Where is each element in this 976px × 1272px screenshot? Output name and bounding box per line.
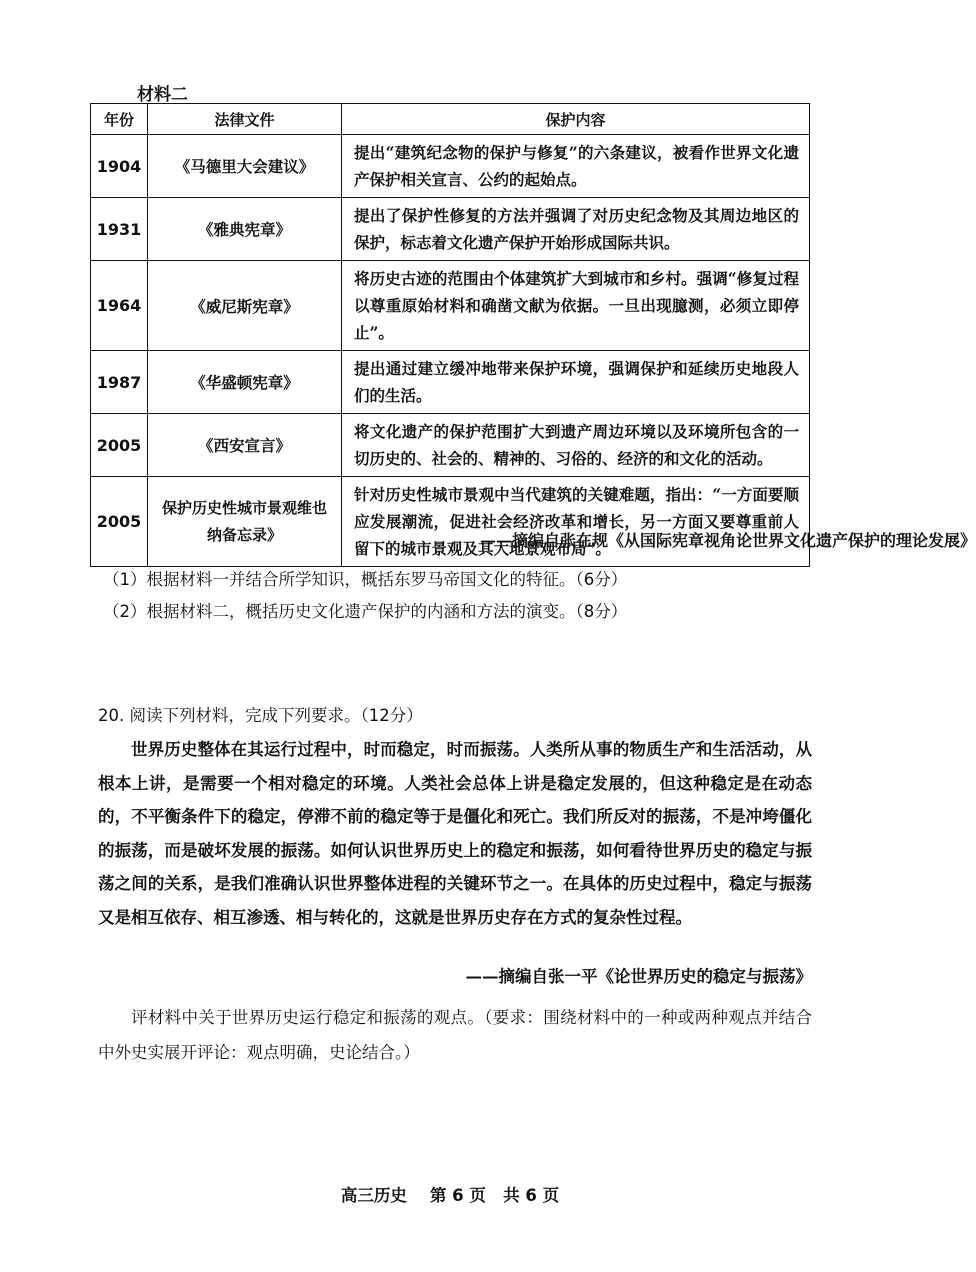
row-year: 1987 [91, 351, 148, 414]
question-20-task: 评材料中关于世界历史运行稳定和振荡的观点。（要求：围绕材料中的一种或两种观点并结合中外史实展开评论：观点明确，史论结合。） [98, 1008, 812, 1062]
row-year: 1964 [91, 261, 148, 351]
question-20-passage: 世界历史整体在其运行过程中，时而稳定，时而振荡。人类所从事的物质生产和生活活动，从根本上讲，是需要一个相对稳定的环境。人类社会总体上讲是稳定发展的，但这种稳定是在动态的，不平衡条件下的稳定，停滞不前的稳定等于是僵化和死亡。我们所反对的振荡，不是冲垮僵化的振荡，而是破坏发展的振荡。如何认识世界历史上的稳定和振荡，如何看待世界历史的稳定与振荡之间的关系，是我们准确认识世界整体进程的关键环节之一。在具体的历史过程中，稳定与振荡又是相互依存、相互渗透、相与转化的，这就是世界历史存在方式的复杂性过程。 [98, 740, 812, 927]
row-content: 将文化遗产的保护范围扩大到遗产周边环境以及环境所包含的一切历史的、社会的、精神的、习俗的、经济的和文化的活动。 [342, 414, 810, 477]
table-row [91, 135, 810, 198]
table-row [91, 477, 810, 567]
question-20-source: ——摘编自张一平《论世界历史的稳定与振荡》 [465, 967, 812, 986]
row-content: 提出了保护性修复的方法并强调了对历史纪念物及其周边地区的保护，标志着文化遗产保护开始形成国际共识。 [342, 198, 810, 261]
row-year: 2005 [91, 414, 148, 477]
table-row [91, 198, 810, 261]
page-footer: 高三历史 第 6 页 共 6 页 [340, 1186, 560, 1205]
row-content: 提出通过建立缓冲地带来保护环境，强调保护和延续历史地段人们的生活。 [342, 351, 810, 414]
row-content: 针对历史性城市景观中当代建筑的关键难题，指出：“一方面要顺应发展潮流，促进社会经济改革和增长，另一方面又要尊重前人留下的城市景观及其大地景观布局”。 [342, 477, 810, 567]
question-19-1: （1）根据材料一并结合所学知识，概括东罗马帝国文化的特征。（6分） [103, 570, 628, 589]
row-year: 1904 [91, 135, 148, 198]
table-row [91, 261, 810, 351]
header-year: 年份 [91, 104, 148, 135]
row-doc: 《雅典宪章》 [148, 198, 342, 261]
table-header-row [91, 104, 810, 135]
table-row [91, 414, 810, 477]
question-20-heading: 20. 阅读下列材料，完成下列要求。（12分） [98, 706, 423, 725]
row-doc: 《西安宣言》 [148, 414, 342, 477]
row-content: 将历史古迹的范围由个体建筑扩大到城市和乡村。强调“修复过程以尊重原始材料和确凿文献为依据。一旦出现臆测，必须立即停止”。 [342, 261, 810, 351]
row-content: 提出“建筑纪念物的保护与修复”的六条建议，被看作世界文化遗产保护相关宣言、公约的起始点。 [342, 135, 810, 198]
question-19-2: （2）根据材料二，概括历史文化遗产保护的内涵和方法的演变。（8分） [103, 602, 628, 621]
material-two-source: ——摘编自张在规《从国际宪章视角论世界文化遗产保护的理论发展》 [480, 531, 976, 550]
header-doc: 法律文件 [148, 104, 342, 135]
material-two-label: 材料二 [137, 85, 188, 105]
table-row [91, 351, 810, 414]
row-doc: 《华盛顿宪章》 [148, 351, 342, 414]
row-year: 1931 [91, 198, 148, 261]
row-doc: 保护历史性城市景观维也纳备忘录》 [148, 477, 342, 567]
header-content: 保护内容 [342, 104, 810, 135]
row-doc: 《马德里大会建议》 [148, 135, 342, 198]
row-year: 2005 [91, 477, 148, 567]
row-doc: 《威尼斯宪章》 [148, 261, 342, 351]
legal-documents-table [90, 103, 976, 567]
